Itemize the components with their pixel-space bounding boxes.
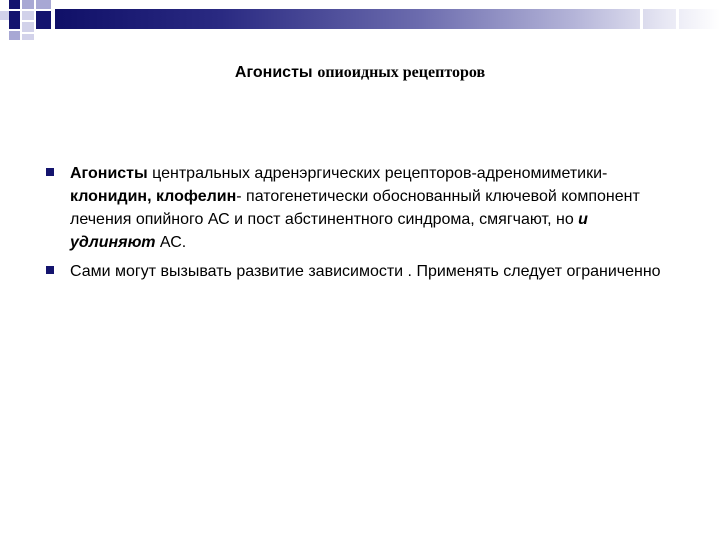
- title-part-receptors: опиоидных рецепторов: [317, 64, 486, 81]
- slide-title: [0, 60, 720, 85]
- header-decoration: [0, 0, 720, 40]
- band-divider: [640, 9, 643, 29]
- decor-square: [9, 0, 20, 9]
- header-gradient-band: [55, 9, 720, 29]
- decor-square: [22, 0, 34, 9]
- square-bullet-icon: [46, 168, 54, 176]
- square-bullet-icon: [46, 266, 54, 274]
- band-divider: [676, 9, 679, 29]
- bullet-text: Сами могут вызывать развитие зависимости . Применять следует ограниченно: [70, 263, 661, 280]
- decor-square: [9, 31, 20, 40]
- bullet-bold-italic: и удлиняют: [70, 211, 588, 251]
- title-part-agonists: Агонисты: [234, 64, 313, 81]
- bullet-text: центральных адренэргических рецепторов-адреномиметики-: [147, 165, 608, 182]
- bullet-text: АС.: [155, 234, 187, 251]
- bullet-text: - патогенетически обоснованный ключевой компонент лечения опийного АС и пост абстинентного синдрома, смягчают, но: [70, 188, 640, 228]
- bullet-bold-drugs: клонидин, клофелин: [70, 188, 237, 205]
- decor-square: [0, 11, 9, 20]
- bullet-item: [44, 162, 674, 254]
- decor-square: [22, 22, 34, 32]
- decor-square: [22, 34, 34, 40]
- decor-square: [36, 11, 51, 29]
- bullet-item: [44, 260, 674, 283]
- decor-square: [36, 0, 51, 9]
- decor-square: [22, 11, 34, 20]
- bullet-list: [44, 162, 674, 289]
- bullet-bold-term: Агонисты: [70, 165, 148, 182]
- decor-square: [9, 11, 20, 29]
